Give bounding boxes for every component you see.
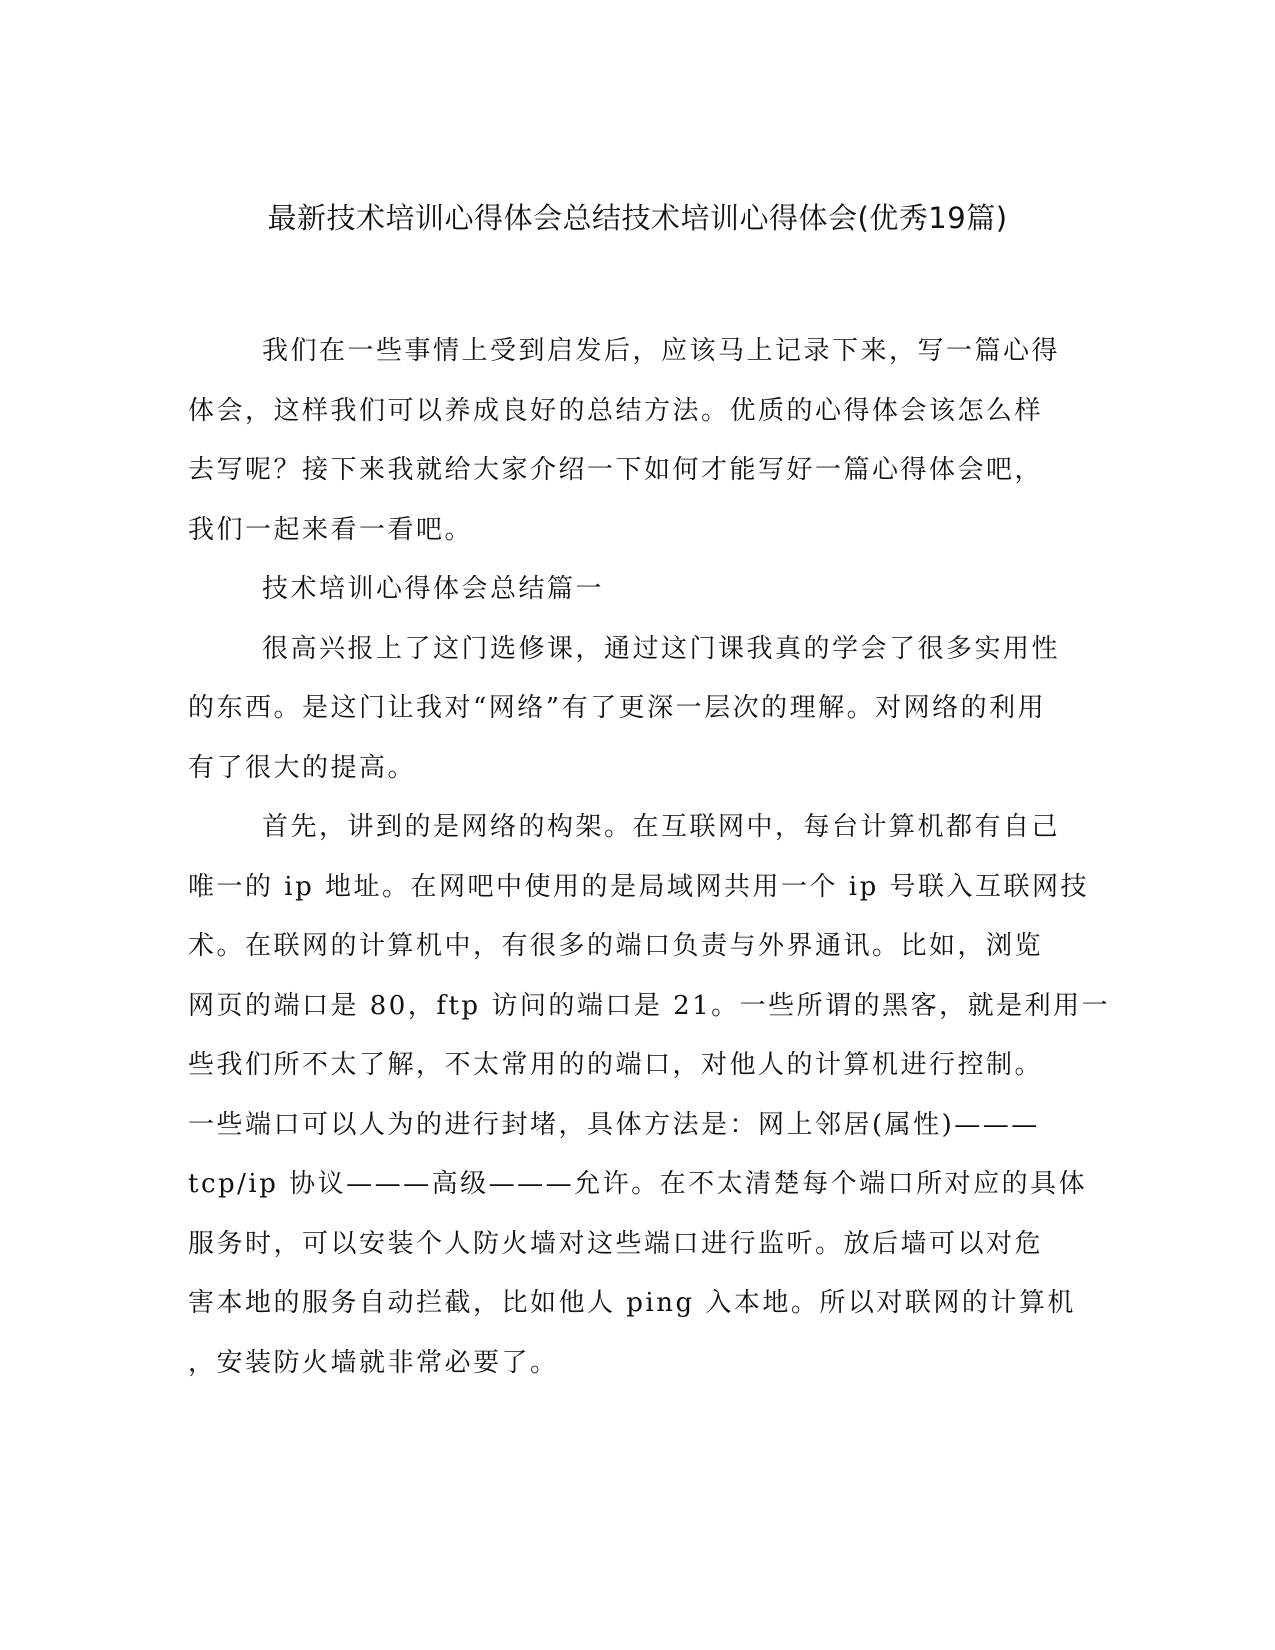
paragraph-1: [188, 620, 1078, 799]
text-line: 术。在联网的计算机中，有很多的端口负责与外界通讯。比如，浏览: [188, 931, 1044, 961]
text-line: 一些端口可以人为的进行封堵，具体方法是：网上邻居(属性)———: [188, 1109, 1040, 1140]
text-line: 害本地的服务自动拦截，比如他人 ping 入本地。所以对联网的计算机: [188, 1288, 1076, 1318]
paragraph-2: [188, 798, 1111, 1393]
text-line: 网页的端口是 80，ftp 访问的端口是 21。一些所谓的黑客，就是利用一: [188, 990, 1111, 1021]
document-body: [188, 322, 1111, 1393]
section-heading-paragraph: [188, 560, 1078, 620]
text-line: tcp/ip 协议———高级———允许。在不太清楚每个端口所对应的具体: [188, 1169, 1088, 1199]
text-line: 些我们所不太了解，不太常用的的端口，对他人的计算机进行控制。: [188, 1050, 1044, 1080]
section-heading: 技术培训心得体会总结篇一: [262, 574, 605, 604]
text-line: 我们在一些事情上受到启发后，应该马上记录下来，写一篇心得: [262, 336, 1061, 366]
intro-paragraph: [188, 322, 1078, 560]
text-line: 唯一的 ip 地址。在网吧中使用的是局域网共用一个 ip 号联入互联网技: [188, 871, 1089, 902]
text-line: 体会，这样我们可以养成良好的总结方法。优质的心得体会该怎么样: [188, 395, 1044, 426]
text-line: 有了很大的提高。: [188, 752, 417, 783]
text-line: 去写呢？接下来我就给大家介绍一下如何才能写好一篇心得体会吧，: [188, 455, 1044, 485]
text-line: 我们一起来看一看吧。: [188, 514, 474, 545]
text-line: 首先，讲到的是网络的构架。在互联网中，每台计算机都有自己: [262, 812, 1061, 842]
text-line: ，安装防火墙就非常必要了。: [188, 1347, 559, 1378]
text-line: 服务时，可以安装个人防火墙对这些端口进行监听。放后墙可以对危: [188, 1228, 1044, 1259]
text-line: 很高兴报上了这门选修课，通过这门课我真的学会了很多实用性: [262, 633, 1061, 664]
text-line: 的东西。是这门让我对“网络”有了更深一层次的理解。对网络的利用: [188, 693, 1047, 723]
document-title: 最新技术培训心得体会总结技术培训心得体会(优秀19篇): [267, 201, 1008, 235]
